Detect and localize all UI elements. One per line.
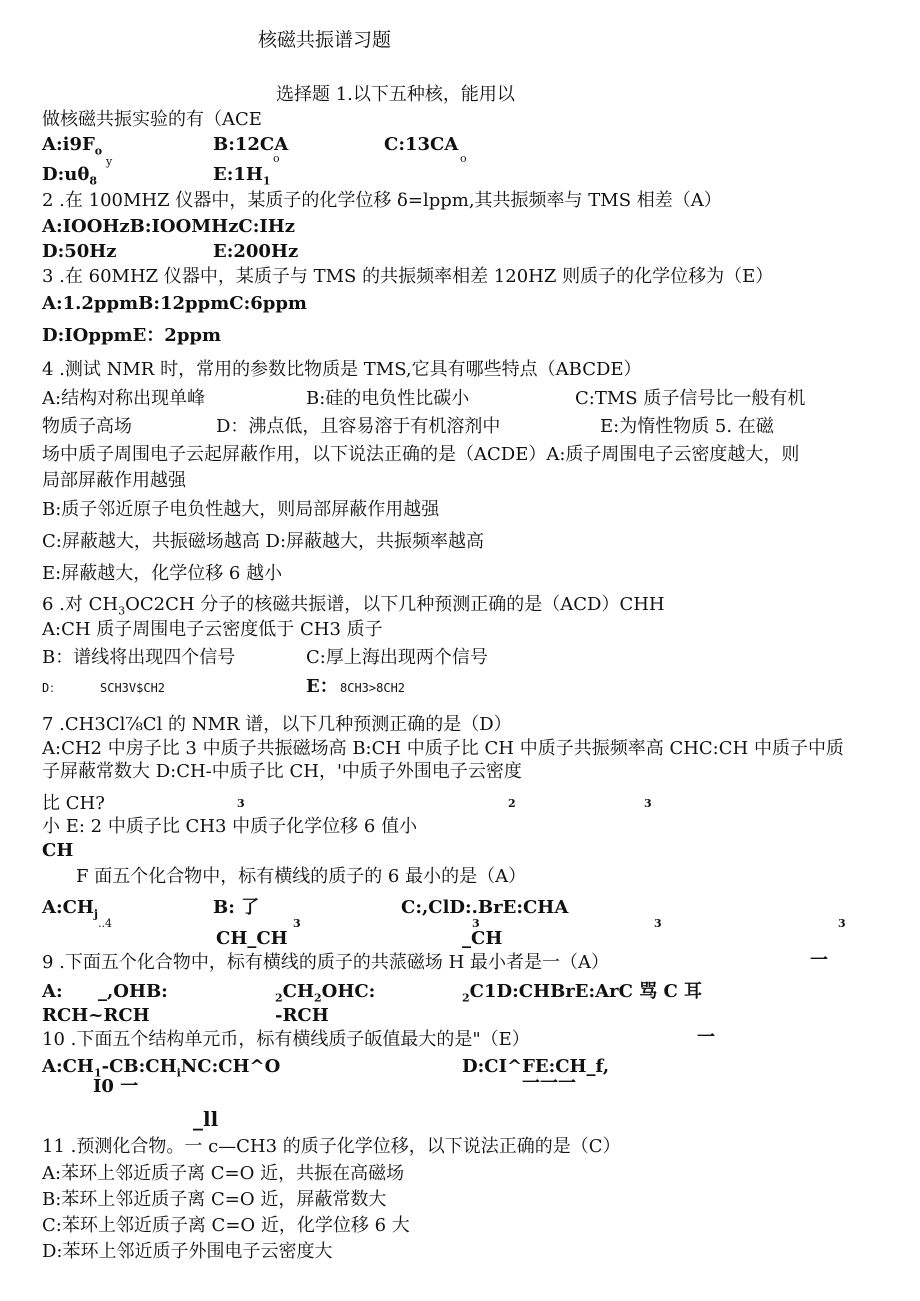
q11-option-c: C:苯环上邻近质子离 C=O 近，化学位移 6 大: [42, 1215, 410, 1236]
q5-stem-cont: 局部屏蔽作用越强: [42, 470, 186, 491]
q5-options-cd: C:屏蔽越大，共振磁场越高 D:屏蔽越大，共振频率越高: [42, 531, 485, 552]
q9-option-a-label: A:: [42, 981, 63, 1002]
q10-stem: 10 .下面五个结构单元币，标有横线质子皈值最大的是"（E）: [42, 1029, 530, 1050]
q11-stem: 11 .预测化合物。一 c—CH3 的质子化学位移，以下说法正确的是（C）: [42, 1136, 621, 1157]
q8-num-3: 3: [654, 917, 662, 930]
q6-stem: 6 .对 $CH_3OC2CH$ 分子的核磁共振谱，以下几种预测正确的是（ACD）CHH: [42, 594, 665, 618]
q4-option-e: E:为惰性物质 5. 在磁: [600, 416, 774, 437]
q7-line-1: A:CH2 中房子比 3 中质子共振磁场高 B:CH 中质子比 CH 中质子共振频率高 CHC:CH 中质子中质: [42, 738, 844, 759]
q1-mark-c: o: [460, 152, 467, 165]
q7-line-4: 小 E: 2 中质子比 CH3 中质子化学位移 6 值小: [42, 816, 418, 837]
q8-structure-b: CH_CH: [216, 928, 288, 949]
q1-mark-b: o: [273, 152, 280, 165]
intro-line-2: 做核磁共振实验的有（ACE: [42, 109, 262, 130]
q10-structure-mark: _ll: [193, 1107, 219, 1131]
q1-mark-a: y: [106, 155, 113, 168]
intro-line-1: 选择题 1.以下五种核，能用以: [276, 84, 515, 105]
q6-option-d-value: SCH3V$CH2: [100, 681, 166, 695]
q10-options-de: D:CI^FE:CH_f,: [462, 1056, 610, 1077]
q8-option-a: $A:CH_j$: [42, 897, 98, 921]
q7-num-1: 3: [237, 797, 245, 810]
q1-option-b: B:12CA: [213, 134, 289, 155]
q9-line-3a: RCH~RCH: [42, 1005, 150, 1026]
q8-mark-a: ..4: [98, 917, 112, 930]
q9-stem: 9 .下面五个化合物中，标有横线的质子的共蒎磁场 H 最小者是一（A）: [42, 952, 610, 973]
q10-dash: 一: [697, 1027, 715, 1048]
q9-line-3b: -RCH: [275, 1005, 329, 1026]
q9-option-b: $_2CH_2OHC$:: [275, 981, 376, 1005]
q1-option-d: $D:u\theta_8$: [42, 164, 98, 188]
q8-num-1: 3: [293, 917, 301, 930]
q7-line-5: CH: [42, 840, 74, 861]
q4-option-b: B:硅的电负性比碳小: [306, 388, 470, 409]
q4-option-c-cont: 物质子高场: [42, 416, 132, 437]
q8-option-b: B: 了: [213, 897, 260, 918]
q11-option-b: B:苯环上邻近质子离 C=O 近，屏蔽常数大: [42, 1189, 387, 1210]
q10-line-i0: I0 一: [93, 1076, 139, 1097]
q7-num-3: 3: [644, 797, 652, 810]
q8-stem: F 面五个化合物中，标有横线的质子的 6 最小的是（A）: [76, 866, 527, 887]
q9-dash: 一: [810, 950, 828, 971]
q7-stem: 7 .CH3Cl⅞Cl 的 NMR 谱，以下几种预测正确的是（D）: [42, 714, 512, 735]
q1-option-e: $E:1H_1$: [213, 164, 271, 188]
page-title: 核磁共振谱习题: [258, 29, 392, 51]
q11-option-a: A:苯环上邻近质子离 C=O 近，共振在高磁场: [42, 1163, 405, 1184]
q6-option-c: C:厚上海出现两个信号: [306, 647, 488, 668]
q2-options-abc: A:IOOHzB:IOOMHzC:IHz: [42, 216, 296, 237]
q3-options-abc: A:1.2ppmB:12ppmC:6ppm: [42, 293, 307, 314]
q4-option-c: C:TMS 质子信号比一般有机: [575, 388, 806, 409]
q5-stem: 场中质子周围电子云起屏蔽作用，以下说法正确的是（ACDE）A:质子周围电子云密度越大，则: [42, 444, 800, 465]
q9-options-cde: $_2$C1D:CHBrE:ArC 骂 C 耳: [462, 981, 703, 1005]
q6-option-d-label: D：: [42, 681, 62, 695]
q8-structure-c: _CH: [462, 928, 503, 949]
q7-line-3: 比 CH?: [42, 793, 105, 814]
q3-stem: 3 .在 60MHZ 仪器中，某质子与 TMS 的共振频率相差 120HZ 则质子的化学位移为（E）: [42, 266, 774, 287]
q8-num-2: 3: [472, 917, 480, 930]
q1-option-a: $A:i9F_o$: [42, 134, 103, 158]
q5-option-e: E:屏蔽越大，化学位移 6 越小: [42, 563, 283, 584]
q7-line-2: 子屏蔽常数大 D:CH-中质子比 CH，'中质子外围电子云密度: [42, 761, 522, 782]
q7-num-2: 2: [508, 797, 516, 810]
q8-num-4: 3: [838, 917, 846, 930]
q10-dashes: 一一一: [522, 1073, 576, 1094]
q2-stem: 2 .在 100MHZ 仪器中，某质子的化学位移 δ=lppm,其共振频率与 TMS 相差（A）: [42, 190, 722, 211]
q6-option-a: A:CH 质子周围电子云密度低于 CH3 质子: [42, 619, 383, 640]
q2-option-e: E:200Hz: [213, 241, 299, 262]
q1-option-c: C:13CA: [384, 134, 459, 155]
q10-options-abc: $A:CH_1-CB:CH_iNC:CH\^{}O$: [42, 1056, 281, 1080]
q9-option-a: _,OHB:: [98, 981, 168, 1002]
q6-option-e-value: 8CH3>8CH2: [340, 681, 406, 695]
q8-options-cde: C:,ClD:.BrE:CHA: [401, 897, 569, 918]
q5-option-b: B:质子邻近原子电负性越大，则局部屏蔽作用越强: [42, 499, 440, 520]
q11-option-d: D:苯环上邻近质子外围电子云密度大: [42, 1241, 333, 1262]
q6-option-b: B：谱线将出现四个信号: [42, 647, 236, 668]
q3-options-de: D:IOppmE：2ppm: [42, 325, 222, 346]
q4-stem: 4 .测试 NMR 时，常用的参数比物质是 TMS,它具有哪些特点（ABCDE）: [42, 359, 642, 380]
q2-option-d: D:50Hz: [42, 241, 117, 262]
q6-option-e-label: E：: [306, 676, 338, 697]
q4-option-d: D：沸点低，且容易溶于有机溶剂中: [216, 416, 501, 437]
q4-option-a: A:结构对称出现单峰: [42, 388, 206, 409]
